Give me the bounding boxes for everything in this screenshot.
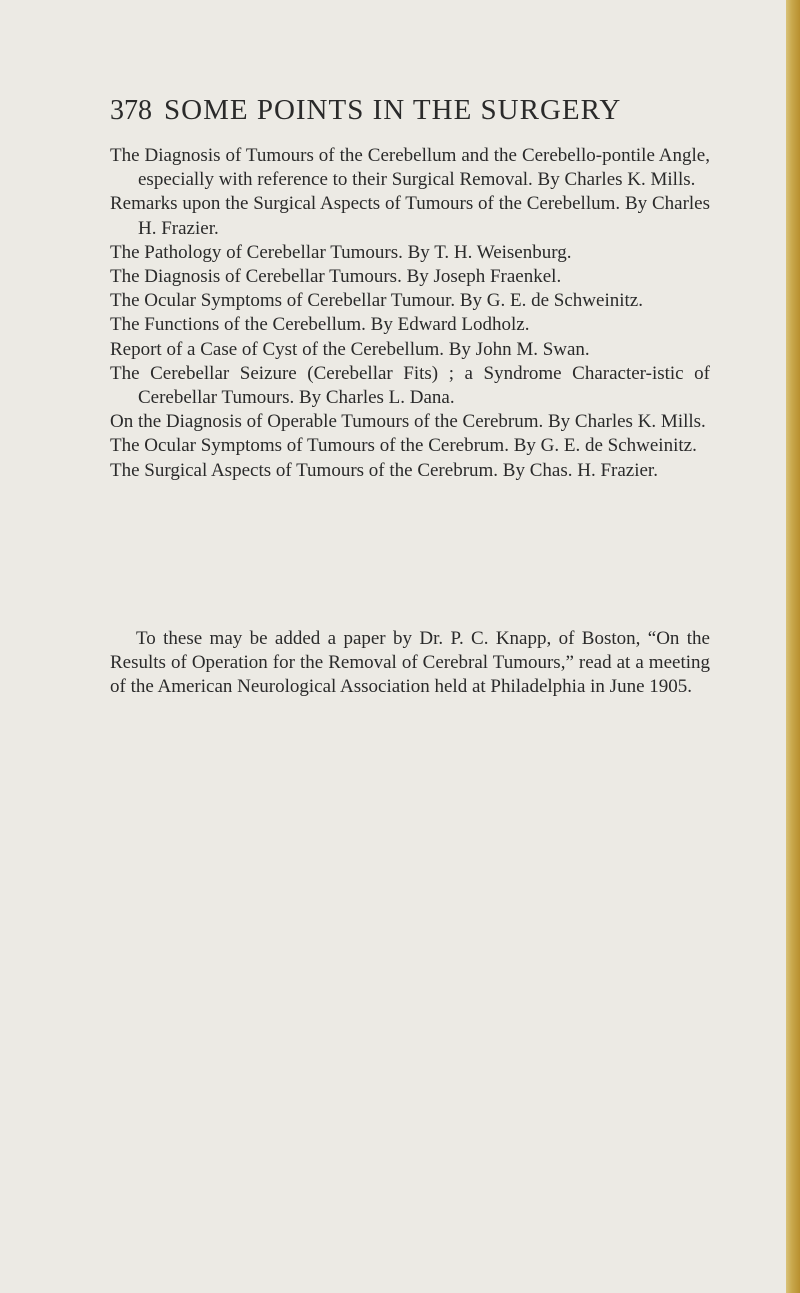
bibliography-entry: The Functions of the Cerebellum. By Edward Lodholz. bbox=[110, 314, 530, 336]
bibliography-entry: On the Diagnosis of Operable Tumours of the Cerebrum. By Charles K. Mills. bbox=[110, 411, 706, 433]
bibliography-entry: The Pathology of Cerebellar Tumours. By T. H. Weisenburg. bbox=[110, 241, 572, 263]
bibliography-entry: Report of a Case of Cyst of the Cerebellum. By John M. Swan. bbox=[110, 338, 590, 360]
page-header bbox=[110, 94, 690, 127]
bibliography-entry: Remarks upon the Surgical Aspects of Tumours of the Cerebellum. By Charles H. Frazier. bbox=[110, 193, 710, 239]
page-number: 378 bbox=[110, 95, 152, 126]
bibliography-entry: The Surgical Aspects of Tumours of the Cerebrum. By Chas. H. Frazier. bbox=[110, 459, 658, 481]
closing-paragraph: To these may be added a paper by Dr. P. C. Knapp, of Boston, “On the Results of Operation for the Removal of Cerebral Tumours,” read at a meeting of the American Neurological Association held at Philadelphia in June 1905. bbox=[110, 628, 710, 698]
bibliography-entry: The Ocular Symptoms of Cerebellar Tumour. By G. E. de Schweinitz. bbox=[110, 290, 643, 312]
bibliography-entry: The Diagnosis of Cerebellar Tumours. By Joseph Fraenkel. bbox=[110, 266, 562, 288]
bibliography-entry: The Cerebellar Seizure (Cerebellar Fits) ; a Syndrome Character-istic of Cerebellar Tumours. By Charles L. Dana. bbox=[110, 362, 710, 409]
bibliography-entry: The Diagnosis of Tumours of the Cerebellum and the Cerebello-pontile Angle, especially with reference to their Surgical Removal. By Charles K. Mills. bbox=[110, 145, 710, 191]
running-head: SOME POINTS IN THE SURGERY bbox=[164, 94, 622, 126]
page-edge bbox=[786, 0, 800, 1293]
bibliography-entry: The Ocular Symptoms of Tumours of the Cerebrum. By G. E. de Schweinitz. bbox=[110, 435, 697, 457]
bibliography-list bbox=[110, 144, 710, 483]
